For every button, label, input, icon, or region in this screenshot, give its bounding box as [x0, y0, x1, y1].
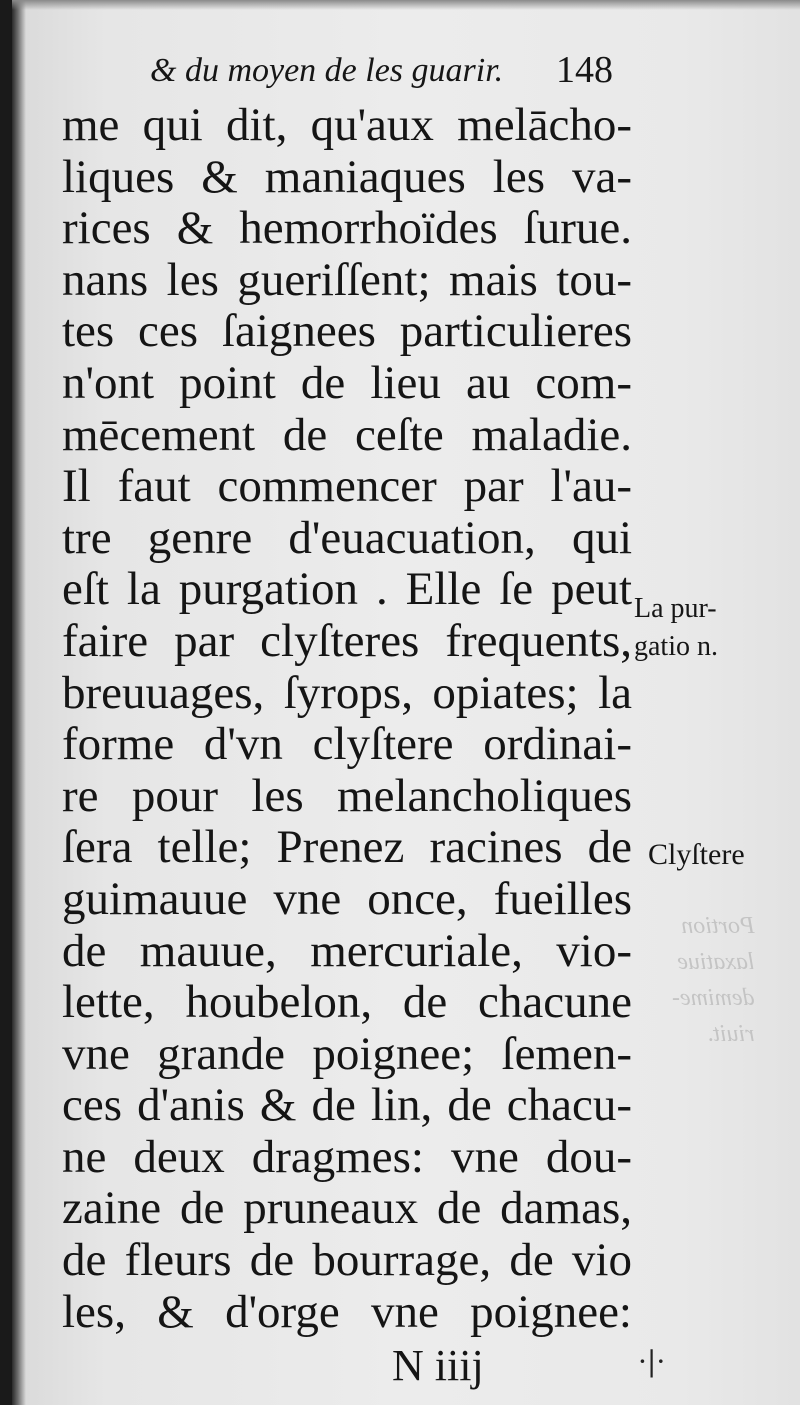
- text-line: rices & hemorrhoïdes ſurue.: [62, 202, 632, 255]
- text-line: nans les gueriſſent; mais tou-: [62, 253, 632, 306]
- book-page: [12, 0, 800, 1405]
- text-line: zaine de pruneaux de damas,: [62, 1182, 632, 1235]
- text-line: guimauue vne once, fueilles: [62, 872, 632, 925]
- signature-mark: N iiij: [392, 1341, 484, 1390]
- gutter-shadow: [12, 0, 26, 1405]
- printer-mark: ·|·: [638, 1345, 666, 1378]
- top-edge-shadow: [12, 0, 800, 10]
- text-line: breuuages, ſyrops, opiates; la: [62, 666, 632, 719]
- margin-note-purgation: [634, 590, 718, 666]
- text-line: me qui dit, qu'aux melācho-: [62, 99, 632, 151]
- main-text-block: [62, 100, 632, 1338]
- text-line: liques & maniaques les va-: [62, 150, 632, 203]
- margin-note-clystere: Clyſtere: [648, 838, 745, 871]
- text-line: re pour les melancholiques: [62, 769, 632, 822]
- text-line: de fleurs de bourrage, de vio: [62, 1234, 632, 1287]
- text-line: Il faut commencer par l'au-: [62, 460, 632, 513]
- show-through-text: Portion laxatiue demime- riuit.: [672, 913, 755, 1047]
- text-line: forme d'vn clyſtere ordinai-: [62, 718, 632, 771]
- text-line: tre genre d'euacuation, qui: [62, 511, 632, 564]
- text-line: eſt la purgation . Elle ſe peut: [62, 563, 632, 616]
- text-line: ne deux dragmes: vne dou-: [62, 1130, 632, 1183]
- text-line: lette, houbelon, de chacune: [62, 976, 632, 1029]
- page-number: 148: [556, 49, 613, 91]
- running-head: & du moyen de les guarir.: [150, 52, 504, 89]
- margin-note-line: La pur-: [634, 593, 717, 624]
- margin-note-line: gatio n.: [634, 631, 718, 662]
- text-line: n'ont point de lieu au com-: [62, 356, 632, 409]
- text-line: de mauue, mercuriale, vio-: [62, 924, 632, 977]
- text-line: tes ces ſaignees particulieres: [62, 305, 632, 358]
- text-line: mēcement de ceſte maladie.: [62, 408, 632, 461]
- text-line: faire par clyſteres frequents,: [62, 614, 632, 667]
- text-line: les, & d'orge vne poignee:: [62, 1285, 632, 1338]
- text-line: vne grande poignee; ſemen-: [62, 1027, 632, 1080]
- text-line: ſera telle; Prenez racines de: [62, 821, 632, 874]
- text-line: ces d'anis & de lin, de chacu-: [62, 1079, 632, 1132]
